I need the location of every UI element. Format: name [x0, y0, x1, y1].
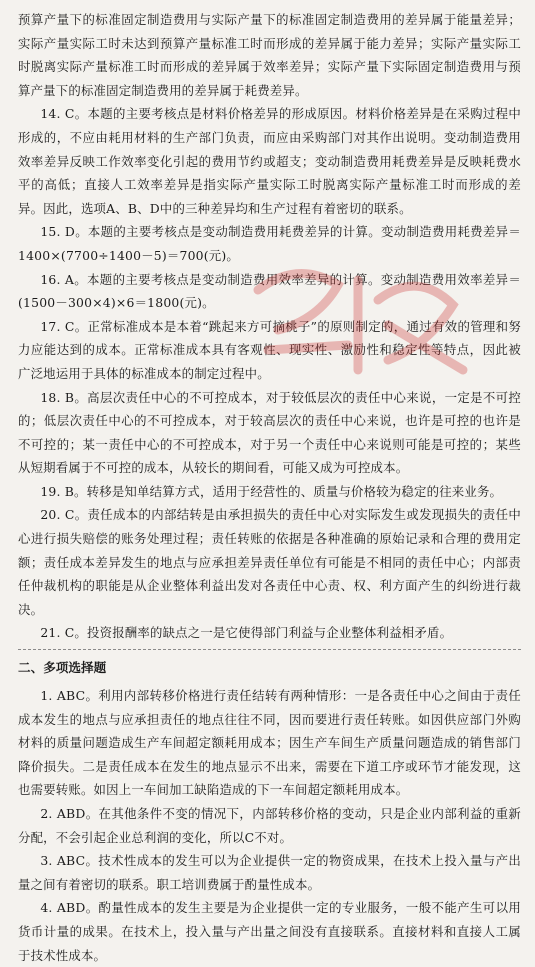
multi-answer-1: 1. ABC。利用内部转移价格进行责任结转有两种情形：一是各责任中心之间由于责任成本发生的地点与应承担责任的地点往往不同，因而要进行责任转账。如因供应部门外购材料的质量问题造成生产车间超定额耗用成本；因生产车间生产质量问题造成的销售部门降价损失。二是责任成本在发生的地点显示不出来，需要在下道工序或环节才能发现，这也需要转账。如因上一车间加工缺陷造成的下一车间超定额耗用成本。 — [18, 688, 521, 798]
answer-15: 15. D。本题的主要考核点是变动制造费用耗费差异的计算。变动制造费用耗费差异＝1400×(7700÷1400－5)＝700(元)。 — [18, 224, 521, 263]
section-divider — [18, 649, 521, 650]
answer-20: 20. C。责任成本的内部结转是由承担损失的责任中心对实际发生或发现损失的责任中心进行损失赔偿的账务处理过程；责任转账的依据是各种准确的原始记录和合理的费用定额；责任成本差异发生的地点与应承担差异责任单位有可能是不相同的责任中心；内部责任仲裁机构的职能是从企业整体利益出发对各责任中心责、权、利方面产生的纠纷进行裁决。 — [18, 507, 521, 617]
answer-21: 21. C。投资报酬率的缺点之一是它使得部门利益与企业整体利益相矛盾。 — [40, 625, 453, 641]
section-title: 二、多项选择题 — [18, 660, 107, 676]
answer-17: 17. C。正常标准成本是本着“跳起来方可摘桃子”的原则制定的，通过有效的管理和努力应能达到的成本。正常标准成本具有客观性、现实性、激励性和稳定性等特点，因此被广泛地运用于具体的标准成本的制定过程中。 — [18, 318, 521, 381]
paragraph-continued: 预算产量下的标准固定制造费用与实际产量下的标准固定制造费用的差异属于能量差异；实际产量实际工时未达到预算产量标准工时而形成的差异属于能力差异；实际产量实际工时脱离实际产量标准工时而形成的差异属于效率差异；实际产量下实际固定制造费用与预算产量下的标准固定制造费用的差异属于耗费差异。 — [18, 12, 521, 98]
multi-answer-3: 3. ABC。技术性成本的发生可以为企业提供一定的物资成果，在技术上投入量与产出量之间有着密切的联系。职工培训费属于酌量性成本。 — [18, 853, 521, 892]
answer-14: 14. C。本题的主要考核点是材料价格差异的形成原因。材料价格差异是在采购过程中形成的，不应由耗用材料的生产部门负责，而应由采购部门对其作出说明。变动制造费用效率差异反映工作效率变化引起的费用节约或超支；变动制造费用耗费差异是反映耗费水平的高低；直接人工效率差异是指实际产量实际工时脱离实际产量标准工时而形成的差异。因此，选项A、B、D中的三种差异均和生产过程有着密切的联系。 — [18, 106, 521, 216]
answer-19: 19. B。转移是知单结算方式，适用于经营性的、质量与价格较为稳定的往来业务。 — [40, 483, 503, 499]
multi-answer-4: 4. ABD。酌量性成本的发生主要是为企业提供一定的专业服务，一般不能产生可以用货币计量的成果。在技术上，投入量与产出量之间没有直接联系。直接材料和直接人工属于技术性成本。 — [18, 900, 521, 963]
answer-16: 16. A。本题的主要考核点是变动制造费用效率差异的计算。变动制造费用效率差异＝(1500－300×4)×6＝1800(元)。 — [18, 271, 521, 311]
multi-answer-2: 2. ABD。在其他条件不变的情况下，内部转移价格的变动，只是企业内部利益的重新分配，不会引起企业总利润的变化，所以C不对。 — [18, 806, 521, 845]
answer-18: 18. B。高层次责任中心的不可控成本，对于较低层次的责任中心来说，一定是不可控的；低层次责任中心的不可控成本，对于较高层次的责任中心来说，也许是可控的也许是不可控的；某一责任中心的不可控成本，对于另一个责任中心来说则可能是可控的；某些从短期看属于不可控的成本，从较长的期间看，可能又成为可控成本。 — [18, 389, 521, 476]
